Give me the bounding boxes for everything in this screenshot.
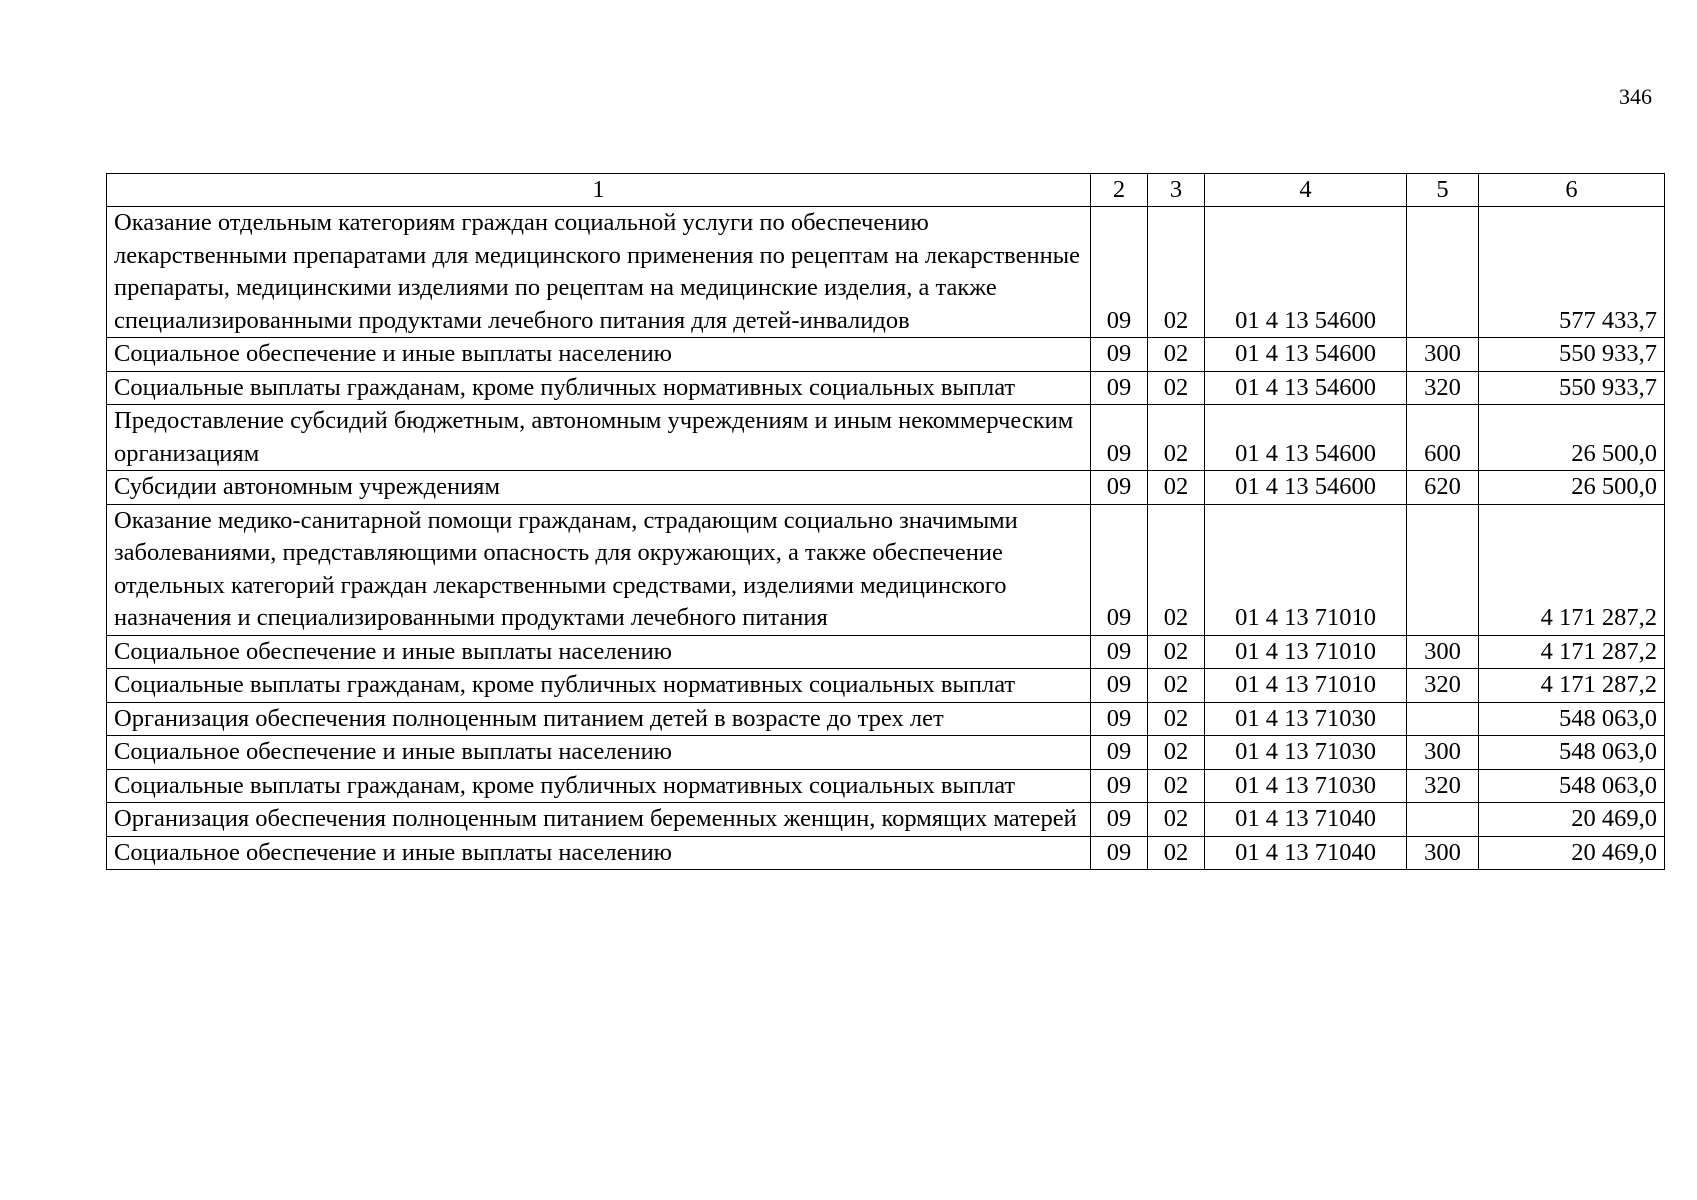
- cell-section: 09: [1091, 207, 1148, 338]
- table-row: [107, 371, 1665, 405]
- cell-amount: 4 171 287,2: [1479, 669, 1665, 703]
- cell-name: Оказание медико-санитарной помощи гражданам, страдающим социально значимыми заболеваниями, представляющими опасность для окружающих, а также обеспечение отдельных категорий граждан лекарственными средствами, изделиями медицинского назначения и специализированными продуктами лечебного питания: [107, 504, 1091, 635]
- cell-name: Социальное обеспечение и иные выплаты населению: [107, 338, 1091, 372]
- table-row: [107, 207, 1665, 338]
- table-row: [107, 405, 1665, 471]
- cell-amount: 4 171 287,2: [1479, 635, 1665, 669]
- cell-name: Оказание отдельным категориям граждан социальной услуги по обеспечению лекарственными препаратами для медицинского применения по рецептам на лекарственные препараты, медицинскими изделиями по рецептам на медицинские изделия, а также специализированными продуктами лечебного питания для детей-инвалидов: [107, 207, 1091, 338]
- cell-section: 09: [1091, 702, 1148, 736]
- header-col-1: 1: [107, 174, 1091, 207]
- header-col-5: 5: [1407, 174, 1479, 207]
- cell-name: Социальное обеспечение и иные выплаты населению: [107, 635, 1091, 669]
- cell-target-article: 01 4 13 71040: [1205, 803, 1407, 837]
- cell-name: Организация обеспечения полноценным питанием беременных женщин, кормящих матерей: [107, 803, 1091, 837]
- cell-name: Социальные выплаты гражданам, кроме публичных нормативных социальных выплат: [107, 769, 1091, 803]
- cell-subsection: 02: [1148, 769, 1205, 803]
- cell-section: 09: [1091, 736, 1148, 770]
- cell-expense-type: 320: [1407, 769, 1479, 803]
- cell-amount: 20 469,0: [1479, 803, 1665, 837]
- cell-amount: 26 500,0: [1479, 405, 1665, 471]
- table-row: [107, 836, 1665, 870]
- cell-section: 09: [1091, 338, 1148, 372]
- table-row: [107, 769, 1665, 803]
- cell-subsection: 02: [1148, 371, 1205, 405]
- table-row: [107, 338, 1665, 372]
- cell-subsection: 02: [1148, 635, 1205, 669]
- cell-amount: 548 063,0: [1479, 769, 1665, 803]
- cell-target-article: 01 4 13 71030: [1205, 736, 1407, 770]
- cell-amount: 26 500,0: [1479, 471, 1665, 505]
- cell-target-article: 01 4 13 54600: [1205, 471, 1407, 505]
- cell-subsection: 02: [1148, 702, 1205, 736]
- cell-target-article: 01 4 13 71030: [1205, 702, 1407, 736]
- header-col-3: 3: [1148, 174, 1205, 207]
- header-col-2: 2: [1091, 174, 1148, 207]
- page-number: 346: [1619, 84, 1652, 109]
- table-row: [107, 803, 1665, 837]
- cell-subsection: 02: [1148, 338, 1205, 372]
- cell-amount: 577 433,7: [1479, 207, 1665, 338]
- cell-section: 09: [1091, 504, 1148, 635]
- cell-section: 09: [1091, 836, 1148, 870]
- table-row: [107, 635, 1665, 669]
- cell-subsection: 02: [1148, 471, 1205, 505]
- table-row: [107, 504, 1665, 635]
- cell-target-article: 01 4 13 54600: [1205, 405, 1407, 471]
- cell-target-article: 01 4 13 54600: [1205, 338, 1407, 372]
- cell-target-article: 01 4 13 54600: [1205, 371, 1407, 405]
- cell-expense-type: 300: [1407, 836, 1479, 870]
- cell-amount: 548 063,0: [1479, 702, 1665, 736]
- cell-amount: 548 063,0: [1479, 736, 1665, 770]
- cell-name: Организация обеспечения полноценным питанием детей в возрасте до трех лет: [107, 702, 1091, 736]
- cell-name: Социальные выплаты гражданам, кроме публичных нормативных социальных выплат: [107, 669, 1091, 703]
- cell-subsection: 02: [1148, 803, 1205, 837]
- cell-expense-type: 300: [1407, 736, 1479, 770]
- cell-subsection: 02: [1148, 504, 1205, 635]
- table-header: [107, 174, 1665, 207]
- cell-target-article: 01 4 13 71010: [1205, 504, 1407, 635]
- budget-table: [106, 173, 1665, 870]
- header-col-6: 6: [1479, 174, 1665, 207]
- table-row: [107, 702, 1665, 736]
- cell-target-article: 01 4 13 71040: [1205, 836, 1407, 870]
- cell-subsection: 02: [1148, 736, 1205, 770]
- cell-target-article: 01 4 13 71010: [1205, 635, 1407, 669]
- cell-section: 09: [1091, 669, 1148, 703]
- cell-amount: 550 933,7: [1479, 338, 1665, 372]
- cell-expense-type: [1407, 504, 1479, 635]
- cell-expense-type: 320: [1407, 669, 1479, 703]
- header-row: [107, 174, 1665, 207]
- cell-expense-type: 320: [1407, 371, 1479, 405]
- cell-section: 09: [1091, 371, 1148, 405]
- cell-target-article: 01 4 13 71010: [1205, 669, 1407, 703]
- table-body: [107, 207, 1665, 870]
- cell-section: 09: [1091, 635, 1148, 669]
- cell-name: Предоставление субсидий бюджетным, автономным учреждениям и иным некоммерческим организациям: [107, 405, 1091, 471]
- header-col-4: 4: [1205, 174, 1407, 207]
- cell-expense-type: [1407, 207, 1479, 338]
- cell-expense-type: 300: [1407, 338, 1479, 372]
- table-row: [107, 669, 1665, 703]
- table-row: [107, 471, 1665, 505]
- cell-target-article: 01 4 13 54600: [1205, 207, 1407, 338]
- cell-name: Социальное обеспечение и иные выплаты населению: [107, 736, 1091, 770]
- cell-name: Субсидии автономным учреждениям: [107, 471, 1091, 505]
- cell-target-article: 01 4 13 71030: [1205, 769, 1407, 803]
- table-row: [107, 736, 1665, 770]
- cell-subsection: 02: [1148, 405, 1205, 471]
- cell-subsection: 02: [1148, 669, 1205, 703]
- cell-expense-type: [1407, 803, 1479, 837]
- cell-expense-type: 600: [1407, 405, 1479, 471]
- cell-expense-type: 300: [1407, 635, 1479, 669]
- cell-amount: 550 933,7: [1479, 371, 1665, 405]
- cell-expense-type: [1407, 702, 1479, 736]
- cell-section: 09: [1091, 471, 1148, 505]
- cell-amount: 20 469,0: [1479, 836, 1665, 870]
- cell-section: 09: [1091, 405, 1148, 471]
- cell-amount: 4 171 287,2: [1479, 504, 1665, 635]
- cell-name: Социальное обеспечение и иные выплаты населению: [107, 836, 1091, 870]
- cell-expense-type: 620: [1407, 471, 1479, 505]
- cell-name: Социальные выплаты гражданам, кроме публичных нормативных социальных выплат: [107, 371, 1091, 405]
- cell-subsection: 02: [1148, 207, 1205, 338]
- cell-section: 09: [1091, 769, 1148, 803]
- cell-subsection: 02: [1148, 836, 1205, 870]
- cell-section: 09: [1091, 803, 1148, 837]
